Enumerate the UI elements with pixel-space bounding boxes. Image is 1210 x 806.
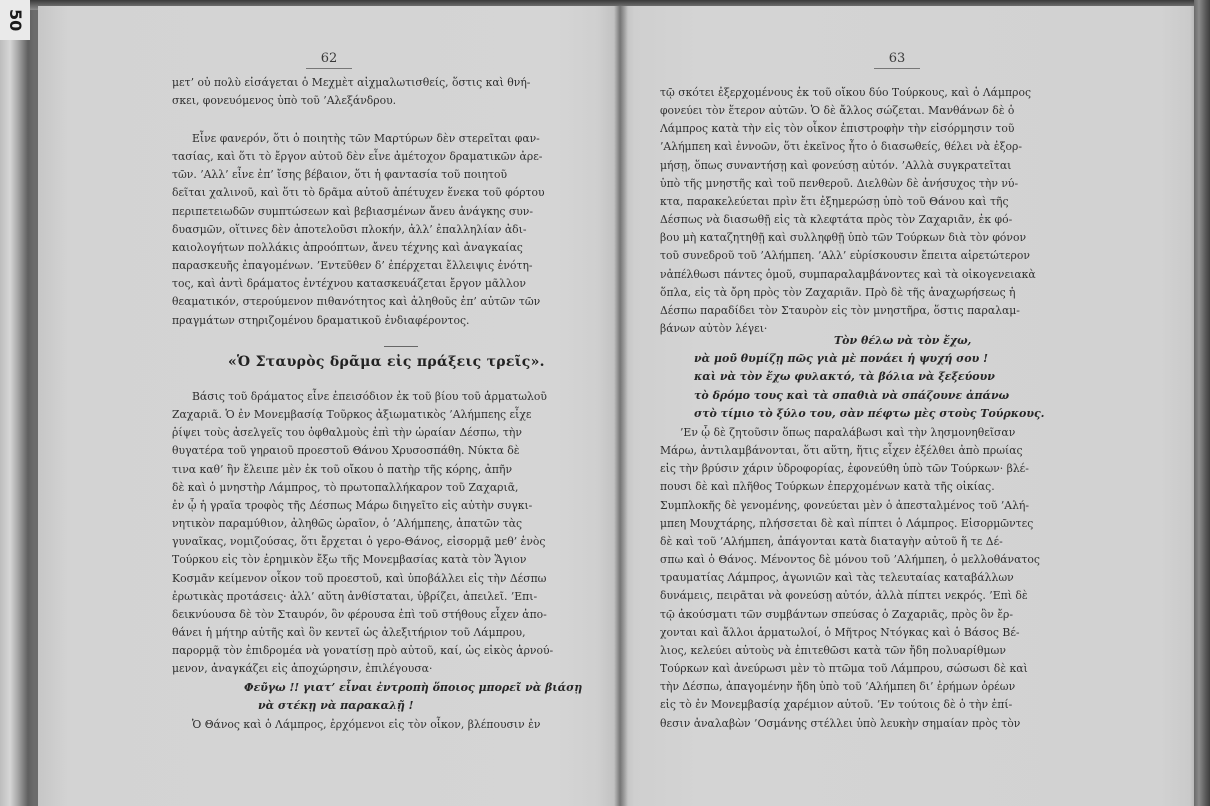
section-divider: [384, 346, 418, 347]
verse-line: τὸ δρόμο τους καὶ τὰ σπαθιὰ νὰ σπάζουνε ἀπάνω: [694, 388, 1010, 402]
text-line: δεικνύουσα δὲ τὸν Σταυρόν, ὃν φέρουσα ἐπὶ τοῦ στήθους εἶχεν ἀπο-: [172, 607, 547, 621]
text-line: ῥίψει τοὺς ἀσελγεῖς του ὀφθαλμοὺς ἐπὶ τὴν ὡραίαν Δέσπω, τὴν: [172, 426, 522, 440]
text-line: ἐν ᾧ ἡ γραῖα τροφὸς τῆς Δέσπως Μάρω διηγεῖτο εἰς αὐτὴν συγκι-: [172, 498, 533, 512]
text-line: παρορμᾷ τὸν ἐπιδρομέα νὰ γονατίσῃ πρὸ αὐτοῦ, καί, ὡς εἰκὸς ἀρνού-: [172, 644, 554, 658]
text-line: καιολογήτων πολλάκις ἀπροόπτων, ἄνευ τέχνης καὶ ἀναγκαίας: [172, 240, 523, 254]
right-page: [620, 6, 1202, 806]
quote-line: νὰ στέκῃ νὰ παρακαλῇ !: [258, 699, 414, 713]
text-line: φονεύει τὸν ἕτερον αὐτῶν. Ὁ δὲ ἄλλος σώζεται. Μανθάνων δὲ ὁ: [660, 104, 1015, 118]
text-line: Κοσμᾶν κείμενον οἶκον τοῦ προεστοῦ, καὶ ὑποβάλλει εἰς τὴν Δέσπω: [172, 571, 547, 585]
text-line: τῷ σκότει ἐξερχομένους ἐκ τοῦ οἴκου δύο Τούρκους, καὶ ὁ Λάμπρος: [660, 86, 1031, 99]
text-line: λιος, κελεύει αὐτοὺς νὰ ἐπιτεθῶσι κατὰ τῶν ἤδη πολυαρίθμων: [660, 643, 1006, 657]
book-gutter: [614, 6, 628, 806]
text-line: Τούρκου εἰς τὸν ἐρημικὸν ἔξω τῆς Μονεμβασίας κατὰ τὸν Ἅγιον: [172, 553, 527, 567]
text-line: μήσῃ, ὅπως συναντήσῃ καὶ φονεύσῃ αὐτόν. ’Αλλὰ συγκρατεῖται: [660, 158, 1012, 172]
left-paragraph-1: [172, 74, 572, 110]
text-line: σπω καὶ ὁ Θάνος. Μένοντος δὲ μόνου τοῦ ’Αλήμπεη, ὁ μελλοθάνατος: [660, 553, 1040, 567]
text-line: κτα, παρακελεύεται πρὶν ἔτι ἐξημερώσῃ ὑπὸ τοῦ Θάνου καὶ τῆς: [660, 194, 1009, 208]
text-line: Ζαχαριᾶ. Ὁ ἐν Μονεμβασίᾳ Τοῦρκος ἀξιωματικὸς ’Αλήμπεης εἶχε: [172, 408, 532, 422]
verse-line: στὸ τίμιο τὸ ξύλο του, σὰν πέφτω μὲς στοὺς Τούρκους.: [694, 406, 1045, 420]
page-number-rule: [874, 68, 920, 69]
text-line: τοῦ συνεδροῦ τοῦ ’Αλήμπεη. ’Αλλ’ εὑρίσκουσιν ἔπειτα αἱρετώτερον: [660, 249, 1030, 263]
section-heading: «Ὁ Σταυρὸς δρᾶμα εἰς πράξεις τρεῖς».: [228, 354, 545, 370]
text-line: παρασκευῆς ἐπαγομένων. ’Εντεῦθεν δ’ ἐπέρχεται ἔλλειψις ἑνότη-: [172, 259, 533, 273]
text-line: Δέσπως νὰ διασωθῇ εἰς τὰ κλεφτάτα πρὸς τὸν Ζαχαριᾶν, ἐκ φό-: [660, 213, 1013, 227]
text-line: νἀπέλθωσι πάντες ὁμοῦ, συμπαραλαμβάνοντες καὶ τὰ οἰκογενειακὰ: [660, 267, 1036, 281]
text-line: βου μὴ καταζητηθῇ καὶ συλληφθῇ ὑπὸ τῶν Τούρκων διὰ τὸν φόνον: [660, 231, 1027, 245]
verse-line: Τὸν θέλω νὰ τὸν ἔχω,: [834, 334, 972, 347]
text-line: νητικὸν παραμύθιον, ἀληθῶς ὡραῖον, ὁ ’Αλήμπεης, ἀπατῶν τὰς: [172, 517, 523, 531]
text-line: γυναῖκας, νομιζούσας, ὅτι ἔρχεται ὁ γερο-Θάνος, εἰσορμᾷ μεθ’ ἑνὸς: [172, 535, 546, 549]
text-line: ’Αλήμπεη καὶ ἐννοῶν, ὅτι ἐκεῖνος ἦτο ὁ διασωθείς, θέλει νὰ ἐξορ-: [660, 140, 1023, 154]
text-line: περιπετειωδῶν συμπτώσεων καὶ βεβιασμένων ἄνευ ἀνάγκης συν-: [172, 204, 533, 218]
scanner-right-edge: [1194, 0, 1210, 806]
text-line: μετ’ οὐ πολὺ εἰσάγεται ὁ Μεχμὲτ αἰχμαλωτισθείς, ὅστις καὶ θνή-: [172, 76, 531, 89]
text-line: Συμπλοκῆς δὲ γενομένης, φονεύεται μὲν ὁ ἀπεσταλμένος τοῦ ’Αλή-: [660, 498, 1030, 512]
text-line: τὴν Δέσπω, ἀπαγομένην ἤδη ὑπὸ τοῦ ’Αλήμπεη δι’ ἐρήμων ὀρέων: [660, 680, 1016, 694]
left-page-number: 62: [38, 51, 620, 69]
text-line: πουσι δὲ καὶ πλῆθος Τούρκων ἐπερχομένων κατὰ τῆς οἰκίας.: [660, 480, 995, 494]
open-book: [38, 6, 1202, 806]
left-paragraph-2: [172, 130, 572, 330]
text-line: θάνει ἡ μήτηρ αὐτῆς καὶ ὃν κεντεῖ ὡς ἀλεξιτήριον τοῦ Λάμπρου,: [172, 626, 526, 640]
text-line: εἰς τὸ ἐν Μονεμβασίᾳ χαρέμιον αὐτοῦ. ’Εν τούτοις δὲ ὁ τὴν ἐπί-: [660, 698, 1013, 712]
text-line: Ὁ Θάνος καὶ ὁ Λάμπρος, ἐρχόμενοι εἰς τὸν οἶκον, βλέπουσιν ἐν: [192, 718, 541, 731]
text-line: Βάσις τοῦ δράματος εἶνε ἐπεισόδιον ἐκ τοῦ βίου τοῦ ἁρματωλοῦ: [192, 390, 547, 403]
text-line: βάνων αὐτὸν λέγει·: [660, 322, 768, 336]
text-line: Δέσπω παραδίδει τὸν Σταυρὸν εἰς τὸν μνηστῆρα, ὅστις παραλαμ-: [660, 303, 1020, 317]
text-line: μενον, ἀναγκάζει εἰς ἀποχώρησιν, ἐπιλέγουσα·: [172, 662, 433, 676]
text-line: δεῖται χαλινοῦ, καὶ ὅτι τὸ δρᾶμα αὐτοῦ ἀπέτυχεν ἕνεκα τοῦ φόρτου: [172, 186, 545, 200]
text-line: Μάρω, ἀντιλαμβάνονται, ὅτι αὕτη, ἥτις εἶχεν ἐξέλθει ἀπὸ πρωίας: [660, 444, 1023, 458]
verse-line: καὶ νὰ τὸν ἔχω φυλακτό, τὰ βόλια νὰ ξεξεύουν: [694, 370, 995, 384]
scan-index-label: 50: [0, 0, 30, 40]
text-line: δυασμῶν, οἵτινες δὲν ἀποτελοῦσι πλοκήν, ἀλλ’ ἐπαλληλίαν ἀδι-: [172, 222, 527, 236]
left-quote: [244, 679, 582, 715]
text-line: ὑπὸ τῆς μνηστῆς καὶ τοῦ πενθεροῦ. Διελθὼν δὲ ἀνήσυχος τὴν νύ-: [660, 176, 1019, 190]
text-line: Λάμπρος κατὰ τὴν εἰς τὸν οἶκον ἐπιστροφὴν τὴν εἰσόρμησιν τοῦ: [660, 122, 1015, 136]
text-line: σκει, φονευόμενος ὑπὸ τοῦ ’Αλεξάνδρου.: [172, 94, 397, 108]
text-line: ἐρωτικὰς προτάσεις· ἀλλ’ αὕτη ἀνθίσταται, ὑβρίζει, ἀπειλεῖ. ’Επι-: [172, 589, 538, 603]
right-paragraph-2: [660, 424, 1070, 733]
right-paragraph-1: [660, 84, 1070, 338]
text-line: μπεη Μουχτάρης, πλήσσεται δὲ καὶ πίπτει ὁ Λάμπρος. Εἰσορμῶντες: [660, 516, 1034, 530]
left-paragraph-3: [172, 388, 572, 679]
text-line: Εἶνε φανερόν, ὅτι ὁ ποιητὴς τῶν Μαρτύρων δὲν στερεῖται φαν-: [192, 132, 540, 145]
text-line: τος, καὶ ἀντὶ δράματος ἐντέχνου κατασκευάζεται ἔργον μᾶλλον: [172, 277, 526, 291]
text-line: ὅπλα, εἰς τὰ ὄρη πρὸς τὸν Ζαχαριᾶν. Πρὸ δὲ τῆς ἀναχωρήσεως ἡ: [660, 285, 1016, 299]
text-line: πραγμάτων στηριζομένου δραματικοῦ ἐνδιαφέροντος.: [172, 313, 470, 327]
text-line: θεαματικόν, στερούμενον πιθανότητος καὶ ἀληθοῦς ἐπ’ αὐτῶν τῶν: [172, 295, 541, 309]
right-page-number: 63: [620, 51, 1188, 69]
left-page: [38, 6, 620, 806]
text-line: θεσιν ἀναλαβὼν ’Οσμάνης στέλλει ὑπὸ λευκὴν σημαίαν πρὸς τὸν: [660, 716, 1021, 730]
text-line: τῶν. ’Αλλ’ εἶνε ἐπ’ ἴσης βέβαιον, ὅτι ἡ φαντασία τοῦ ποιητοῦ: [172, 168, 508, 182]
text-line: τινα καθ’ ἣν ἔλειπε μὲν ἐκ τοῦ οἴκου ὁ πατὴρ τῆς κόρης, ἀπῆν: [172, 462, 513, 476]
text-line: τασίας, καὶ ὅτι τὸ ἔργον αὐτοῦ δὲν εἶνε ἀμέτοχον δραματικῶν ἀρε-: [172, 150, 543, 164]
text-line: δὲ καὶ τοῦ ’Αλήμπεη, ἀπάγονται κατὰ διαταγὴν αὐτοῦ ἥ τε Δέ-: [660, 534, 1003, 548]
left-paragraph-4: [172, 716, 572, 734]
text-line: ’Εν ᾧ δὲ ζητοῦσιν ὅπως παραλάβωσι καὶ τὴν λησμονηθεῖσαν: [680, 426, 1016, 439]
text-line: τραυματίας Λάμπρος, ἀγωνιῶν καὶ τὰς τελευταίας καταβάλλων: [660, 571, 1014, 585]
text-line: εἰς τὴν βρύσιν χάριν ὑδροφορίας, ἐφονεύθη ὑπὸ τῶν Τούρκων· βλέ-: [660, 462, 1029, 476]
text-line: χονται καὶ ἄλλοι ἁρματωλοί, ὁ Μῆτρος Ντόγκας καὶ ὁ Βάσος Βέ-: [660, 625, 1020, 639]
text-line: Τούρκων καὶ ἀνεύρωσι μὲν τὸ πτῶμα τοῦ Λάμπρου, σώσωσι δὲ καὶ: [660, 662, 1028, 676]
text-line: δὲ καὶ ὁ μνηστὴρ Λάμπρος, τὸ πρωτοπαλλήκαρον τοῦ Ζαχαριᾶ,: [172, 480, 519, 494]
verse-line: νὰ μοῦ θυμίζῃ πῶς γιὰ μὲ πονάει ἡ ψυχή σου !: [694, 352, 988, 366]
text-line: τῷ ἀκούσματι τῶν συμβάντων σπεύσας ὁ Ζαχαριᾶς, πρὸς ὃν ἔρ-: [660, 607, 1014, 621]
text-line: θυγατέρα τοῦ γηραιοῦ προεστοῦ Θάνου Χρυσοσπάθη. Νύκτα δὲ: [172, 444, 520, 458]
text-line: δυνάμεις, πειρᾶται νὰ φονεύσῃ αὐτόν, ἀλλὰ πίπτει νεκρός. ’Επὶ δὲ: [660, 589, 1028, 603]
right-verse: [694, 332, 1045, 423]
page-number-rule: [306, 68, 352, 69]
quote-line: Φεῦγω !! γιατ’ εἶναι ἐντροπὴ ὅποιος μπορεῖ νὰ βιάσῃ: [244, 681, 583, 694]
